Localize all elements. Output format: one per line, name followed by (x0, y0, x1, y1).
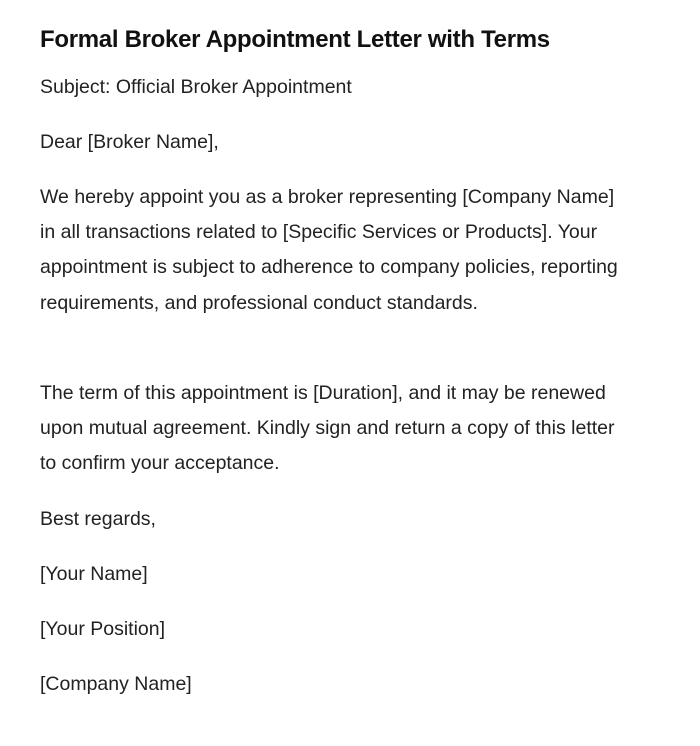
letter-title: Formal Broker Appointment Letter with Terms (40, 26, 550, 53)
salutation: Dear [Broker Name], (40, 131, 219, 153)
signature-position: [Your Position] (40, 618, 166, 640)
signature-company: [Company Name] (40, 673, 192, 695)
body-paragraph-term: The term of this appointment is [Duration], and it may be renewed upon mutual agreement. Kindly sign and return a copy of this letter to confirm your acceptance. (40, 382, 615, 475)
closing: Best regards, (40, 508, 156, 530)
body-paragraph-appointment: We hereby appoint you as a broker representing [Company Name] in all transactions related to [Specific Services or Products]. Your appointment is subject to adherence to company policies, reporting requirements, and professional conduct standards. (40, 186, 618, 314)
signature-name: [Your Name] (40, 563, 148, 585)
subject-line: Subject: Official Broker Appointment (40, 76, 352, 98)
